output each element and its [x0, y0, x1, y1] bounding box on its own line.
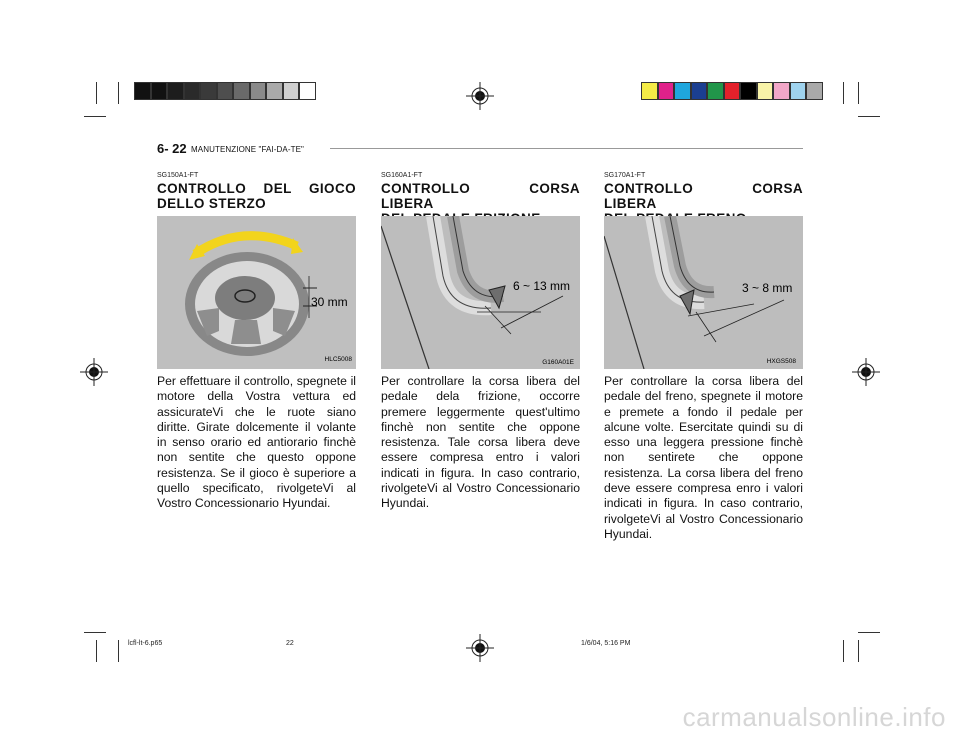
registration-target-icon — [466, 82, 494, 110]
brake-pedal-figure — [604, 216, 803, 369]
grayscale-calibration-strip — [134, 82, 316, 100]
figure-code: HXGS508 — [766, 358, 796, 365]
calibration-swatch — [233, 82, 250, 100]
section-code: SG160A1-FT — [381, 172, 423, 179]
steering-wheel-illustration — [157, 216, 356, 369]
calibration-swatch — [266, 82, 283, 100]
section-code: SG150A1-FT — [157, 172, 199, 179]
calibration-swatch — [658, 82, 675, 100]
crop-mark — [84, 116, 106, 117]
calibration-swatch — [217, 82, 234, 100]
steering-wheel-figure — [157, 216, 356, 369]
figure-dimension-label: 6 ~ 13 mm — [513, 279, 571, 293]
crop-mark — [84, 632, 106, 633]
calibration-swatch — [757, 82, 774, 100]
section-body: Per controllare la corsa libera del pedale del freno, spegnete il motore e premete a fondo il pedale per alcune volte. Esercitate quindi su di esso una leggera pressione finchè non sentirete che oppone resistenza. La corsa libera del freno deve essere compresa enro i valori indicati in figura. In caso contrario, rivolgeteVi al Vostro Concessionario Hyundai. — [604, 374, 803, 541]
figure-code: G160A01E — [542, 359, 574, 366]
crop-mark — [858, 82, 859, 104]
figure-code: HLC5008 — [324, 356, 352, 363]
calibration-swatch — [773, 82, 790, 100]
section-header-title: MANUTENZIONE "FAI-DA-TE" — [191, 145, 304, 154]
calibration-swatch — [806, 82, 823, 100]
header-rule — [330, 148, 803, 149]
crop-mark — [118, 640, 119, 662]
crop-mark — [843, 82, 844, 104]
section-code: SG170A1-FT — [604, 172, 646, 179]
calibration-swatch — [707, 82, 724, 100]
calibration-swatch — [641, 82, 658, 100]
section-body: Per controllare la corsa libera del pedale dela frizione, occorre premere leggermente quest'ultimo finchè non sentite che oppone resistenza. Tale corsa libera deve essere compresa entro i valori indicati in figura. In caso contrario, rivolgeteVi al Vostro Concessionario Hyundai. — [381, 374, 580, 511]
registration-target-icon — [852, 358, 880, 386]
section-title-line: CONTROLLO CORSA LIBERA — [604, 181, 803, 211]
calibration-swatch — [134, 82, 151, 100]
calibration-swatch — [674, 82, 691, 100]
crop-mark — [96, 82, 97, 104]
calibration-swatch — [740, 82, 757, 100]
footer-file: lcfl-lt-6.p65 — [128, 640, 163, 647]
calibration-swatch — [724, 82, 741, 100]
calibration-swatch — [200, 82, 217, 100]
section-title-line: CONTROLLO DEL GIOCO — [157, 181, 356, 196]
color-calibration-strip — [641, 82, 823, 100]
clutch-pedal-figure — [381, 216, 580, 369]
crop-mark — [118, 82, 119, 104]
figure-dimension-label: 30 mm — [311, 295, 348, 309]
calibration-swatch — [250, 82, 267, 100]
calibration-swatch — [691, 82, 708, 100]
section-title — [157, 181, 356, 211]
crop-mark — [843, 640, 844, 662]
section-title-line: DELLO STERZO — [157, 196, 267, 211]
page-number: 6- 22 — [157, 141, 187, 156]
calibration-swatch — [299, 82, 316, 100]
registration-target-icon — [80, 358, 108, 386]
calibration-swatch — [184, 82, 201, 100]
figure-dimension-label: 3 ~ 8 mm — [742, 281, 793, 295]
footer-page: 22 — [286, 640, 294, 647]
registration-target-icon — [466, 634, 494, 662]
calibration-swatch — [790, 82, 807, 100]
section-body: Per effettuare il controllo, spegnete il motore della Vostra vettura ed assicurateVi che le ruote siano diritte. Girate dolcemente il volante in senso orario ed antiorario finchè non sentite che questo oppone resistenza. Se il gioco è superiore a quello specificato, rivolgeteVi al Vostro Concessionario Hyundai. — [157, 374, 356, 511]
crop-mark — [858, 640, 859, 662]
section-title-line: CONTROLLO CORSA LIBERA — [381, 181, 580, 211]
footer-timestamp: 1/6/04, 5:16 PM — [581, 640, 631, 647]
crop-mark — [858, 116, 880, 117]
watermark: carmanualsonline.info — [682, 702, 946, 732]
calibration-swatch — [283, 82, 300, 100]
calibration-swatch — [167, 82, 184, 100]
crop-mark — [96, 640, 97, 662]
calibration-swatch — [151, 82, 168, 100]
crop-mark — [858, 632, 880, 633]
